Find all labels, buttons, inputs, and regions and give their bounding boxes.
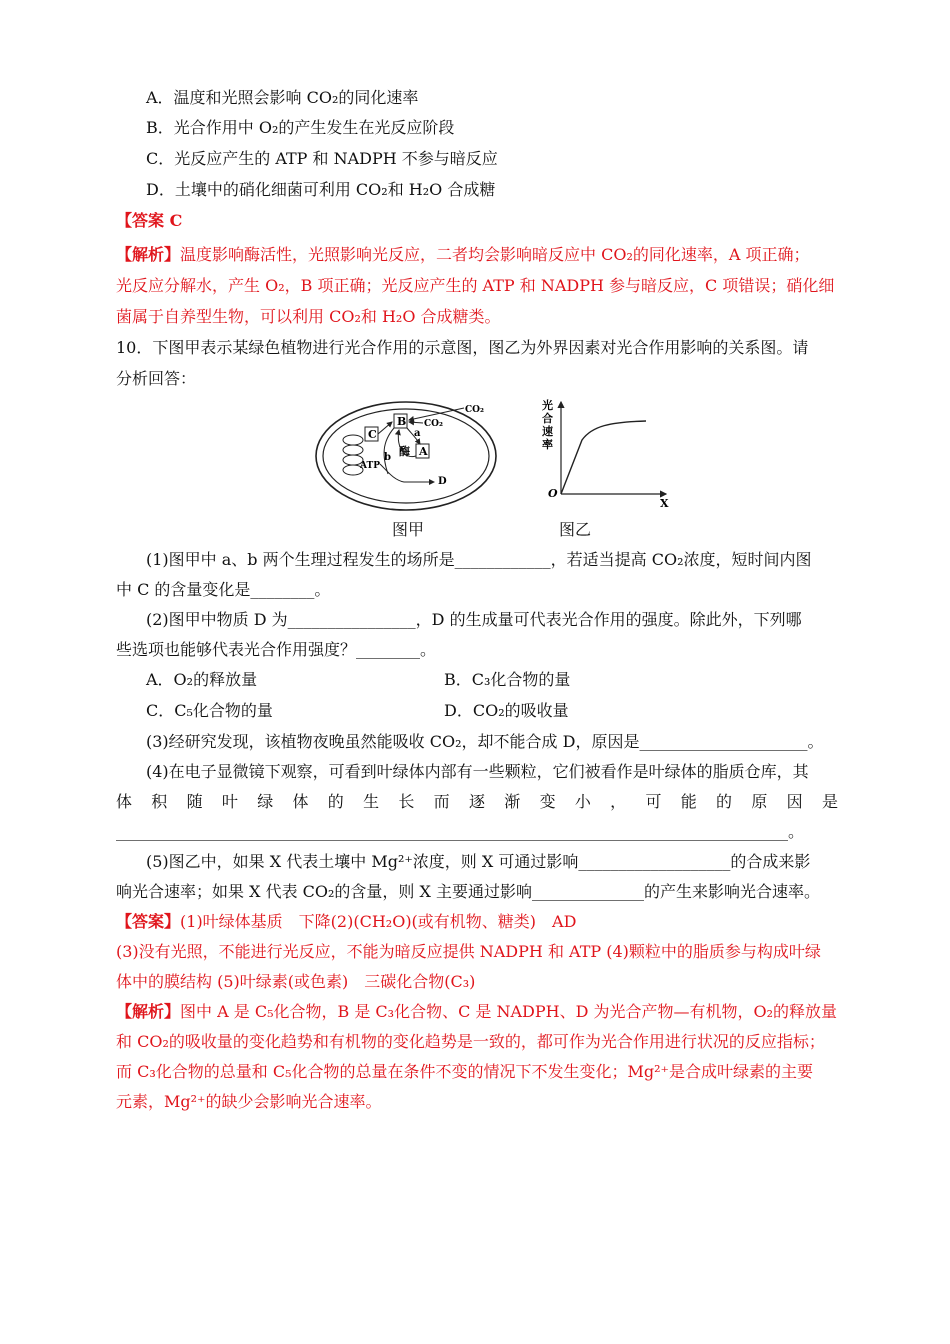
char: 的	[327, 792, 344, 811]
char: 能	[680, 792, 697, 811]
char: 可	[645, 792, 662, 811]
arrow-loop	[384, 428, 394, 474]
xlabel: X	[660, 497, 669, 508]
q10-analysis-line3: 而 C₃化合物的总量和 C₅化合物的总量在条件不变的情况下不发生变化；Mg²⁺是合成叶绿素的主要	[116, 1062, 813, 1081]
q10-part2-line1: (2)图甲中物质 D 为________________，D 的生成量可代表光合作用的强度。除此外，下列哪	[146, 610, 802, 629]
label-b: B	[397, 415, 407, 428]
q9-analysis-line1	[116, 245, 810, 265]
q10-part4-line1: (4)在电子显微镜下观察，可看到叶绿体内部有一些颗粒，它们被看作是叶绿体的脂质仓库，其	[146, 762, 809, 781]
q9-answer: 【答案 C	[116, 211, 183, 230]
ylabel-char: 合	[542, 412, 553, 425]
label-co2-top: CO₂	[465, 405, 484, 415]
origin-label: O	[548, 487, 558, 500]
q10-part5-line1: (5)图乙中，如果 X 代表土壤中 Mg²⁺浓度，则 X 可通过影响___________________的合成来影	[146, 852, 811, 871]
analysis-label: 【解析】	[116, 245, 181, 264]
q10-answer-line1	[116, 912, 576, 932]
rate-curve	[561, 421, 646, 494]
label-a: A	[419, 445, 428, 458]
arrow-c-to-b	[378, 422, 392, 434]
q9-option-d: D．土壤中的硝化细菌可利用 CO₂和 H₂O 合成糖	[146, 180, 496, 199]
q10-analysis-text1: 图中 A 是 C₅化合物，B 是 C₃化合物、C 是 NADPH、D 为光合产物—有机物，O₂的释放量	[180, 1002, 838, 1021]
fig-yi-caption: 图乙	[559, 520, 592, 539]
label-c: C	[368, 428, 377, 441]
arrow-co2-release	[409, 422, 423, 423]
q10-stem-line2: 分析回答：	[116, 369, 197, 388]
char: 渐	[504, 792, 521, 811]
analysis-label: 【解析】	[116, 1002, 181, 1021]
label-b-process: b	[384, 452, 391, 463]
q10-part1-line1: (1)图甲中 a、b 两个生理过程发生的场所是____________，若适当提高 CO₂浓度，短时间内图	[146, 550, 812, 569]
answer-label: 【答案】	[116, 912, 181, 931]
char: 原	[751, 792, 768, 811]
char: 长	[398, 792, 415, 811]
label-co2-mid: CO₂	[424, 419, 443, 429]
q9-option-c: C．光反应产生的 ATP 和 NADPH 不参与暗反应	[146, 149, 498, 168]
char: 积	[151, 792, 168, 811]
char: 叶	[221, 792, 238, 811]
ylabel-char: 光	[542, 399, 553, 412]
char: 体	[292, 792, 309, 811]
fig-jia-caption: 图甲	[392, 520, 425, 539]
q10-part4-line2	[116, 792, 838, 812]
char: 因	[786, 792, 803, 811]
figure-jia-chloroplast	[312, 398, 502, 514]
q9-analysis-line2: 光反应分解水，产生 O₂，B 项正确；光反应产生的 ATP 和 NADPH 参与暗反应，C 项错误；硝化细	[116, 276, 835, 295]
char: ，	[610, 792, 627, 811]
q10-answer-line2: (3)没有光照，不能进行光反应，不能为暗反应提供 NADPH 和 ATP (4)颗粒中的脂质参与构成叶绿	[116, 942, 821, 961]
label-a-process: a	[414, 428, 421, 439]
granum-disc	[343, 435, 363, 445]
q9-option-b: B．光合作用中 O₂的产生发生在光反应阶段	[146, 118, 455, 137]
char: 绿	[257, 792, 274, 811]
q10-part2-option-d: D．CO₂的吸收量	[444, 701, 569, 720]
q10-part4-line3: ____________________________________________________________________________________。	[116, 822, 804, 841]
q10-part2-option-a: A．O₂的释放量	[146, 670, 258, 689]
q10-analysis-line2: 和 CO₂的吸收量的变化趋势和有机物的变化趋势是一致的，都可作为光合作用进行状况的反应指标；	[116, 1032, 825, 1051]
char: 体	[116, 792, 133, 811]
q9-analysis-text1: 温度影响酶活性，光照影响光反应，二者均会影响暗反应中 CO₂的同化速率，A 项正确；	[180, 245, 810, 264]
char: 变	[539, 792, 556, 811]
q9-analysis-line3: 菌属于自养型生物，可以利用 CO₂和 H₂O 合成糖类。	[116, 307, 501, 326]
char: 随	[186, 792, 203, 811]
char: 小	[574, 792, 591, 811]
granum-disc	[343, 445, 363, 455]
q9-option-a: A．温度和光照会影响 CO₂的同化速率	[146, 88, 419, 107]
q10-part5-line2: 响光合速率；如果 X 代表 CO₂的含量，则 X 主要通过影响______________的产生来影响光合速率。	[116, 882, 820, 901]
q10-answer-text1: (1)叶绿体基质 下降(2)(CH₂O)(或有机物、糖类) AD	[180, 912, 577, 931]
q10-analysis-line1	[116, 1002, 837, 1022]
figure-yi-rate-curve	[536, 396, 676, 508]
char: 是	[821, 792, 838, 811]
label-enzyme: 酶	[399, 445, 410, 458]
q10-stem-line1: 10．下图甲表示某绿色植物进行光合作用的示意图，图乙为外界因素对光合作用影响的关系图。请	[116, 338, 809, 357]
q10-part3: (3)经研究发现，该植物夜晚虽然能吸收 CO₂，却不能合成 D，原因是_____________________。	[146, 732, 824, 751]
ylabel-char: 率	[542, 438, 553, 451]
q10-part2-option-b: B．C₃化合物的量	[444, 670, 571, 689]
char: 而	[433, 792, 450, 811]
q10-part1-line2: 中 C 的含量变化是________。	[116, 580, 331, 599]
char: 逐	[468, 792, 485, 811]
ylabel-char: 速	[542, 425, 553, 438]
char: 生	[363, 792, 380, 811]
label-d: D	[438, 476, 447, 487]
q10-part2-line2: 些选项也能够代表光合作用强度？________。	[116, 640, 437, 659]
q10-analysis-line4: 元素，Mg²⁺的缺少会影响光合速率。	[116, 1092, 382, 1111]
q10-answer-line3: 体中的膜结构 (5)叶绿素(或色素) 三碳化合物(C₃)	[116, 972, 476, 991]
q10-part2-option-c: C．C₅化合物的量	[146, 701, 273, 720]
char: 的	[716, 792, 733, 811]
label-atp: ATP	[360, 461, 380, 471]
